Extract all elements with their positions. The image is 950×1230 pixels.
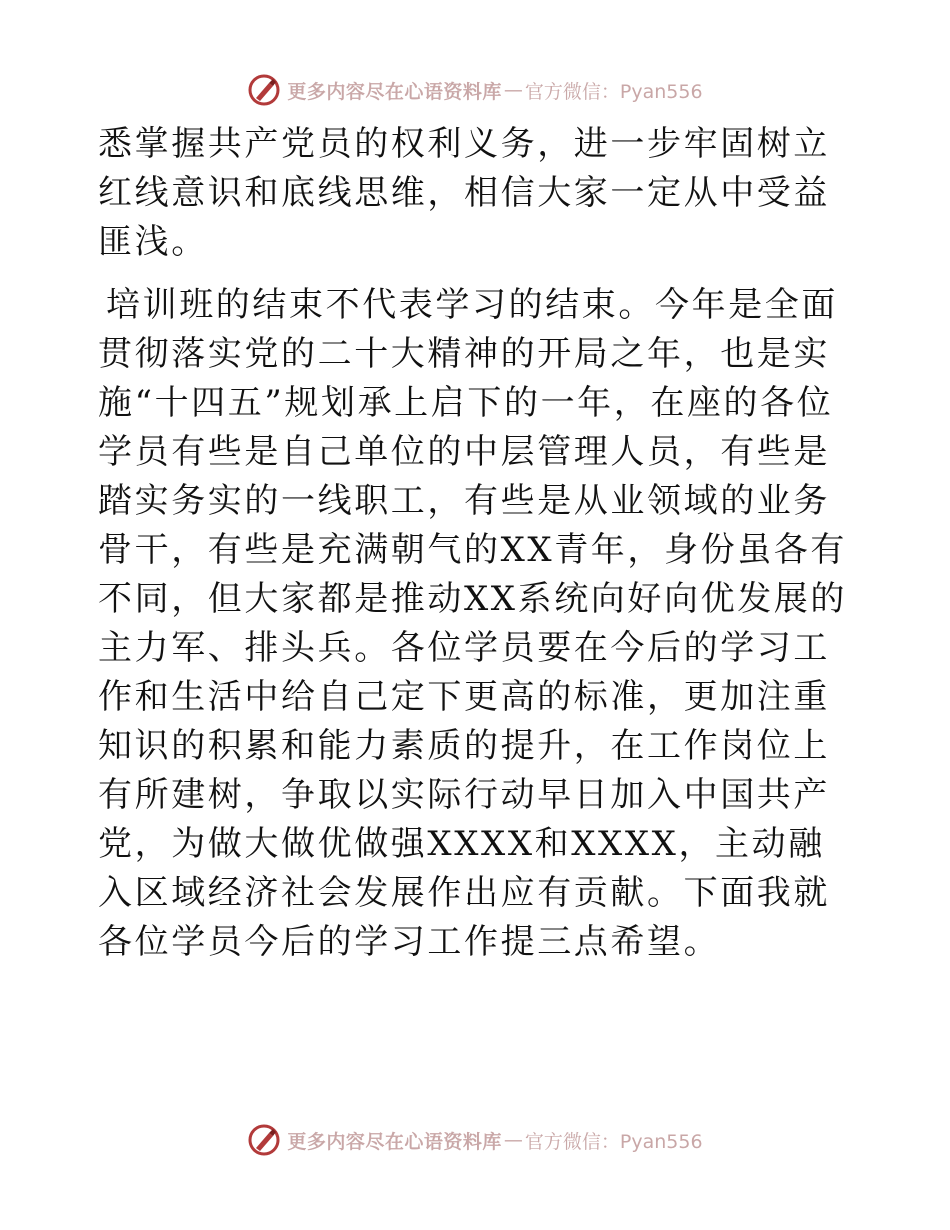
- pen-logo-icon: [247, 73, 281, 107]
- banner-dash: —: [503, 79, 523, 101]
- banner-dash: —: [503, 1129, 523, 1151]
- banner-site-name: 更多内容尽在心语资料库: [287, 1130, 502, 1153]
- paragraph-2: 培训班的结束不代表学习的结束。今年是全面贯彻落实党的二十大精神的开局之年，也是实施“十四五”规划承上启下的一年，在座的各位学员有些是自己单位的中层管理人员，有些是踏实务实的一线职工，有些是从业领域的业务骨干，有些是充满朝气的XX青年，身份虽各有不同，但大家都是推动XX系统向好向优发展的主力军、排头兵。各位学员要在今后的学习工作和生活中给自己定下更高的标准，更加注重知识的积累和能力素质的提升，在工作岗位上有所建树，争取以实际行动早日加入中国共产党，为做大做优做强XXXX和XXXX，主动融入区域经济社会发展作出应有贡献。下面我就各位学员今后的学习工作提三点希望。: [98, 285, 848, 962]
- document-body: [98, 120, 858, 967]
- banner-wechat: 官方微信：Pyan556: [524, 1130, 703, 1153]
- pen-logo-icon: [247, 1123, 281, 1157]
- header-banner: [0, 68, 950, 112]
- banner-wechat: 官方微信：Pyan556: [524, 80, 703, 103]
- banner-site-name: 更多内容尽在心语资料库: [287, 80, 502, 103]
- footer-banner: [0, 1118, 950, 1162]
- paragraph-1: 悉掌握共产党员的权利义务，进一步牢固树立红线意识和底线思维，相信大家一定从中受益匪浅。: [98, 124, 830, 262]
